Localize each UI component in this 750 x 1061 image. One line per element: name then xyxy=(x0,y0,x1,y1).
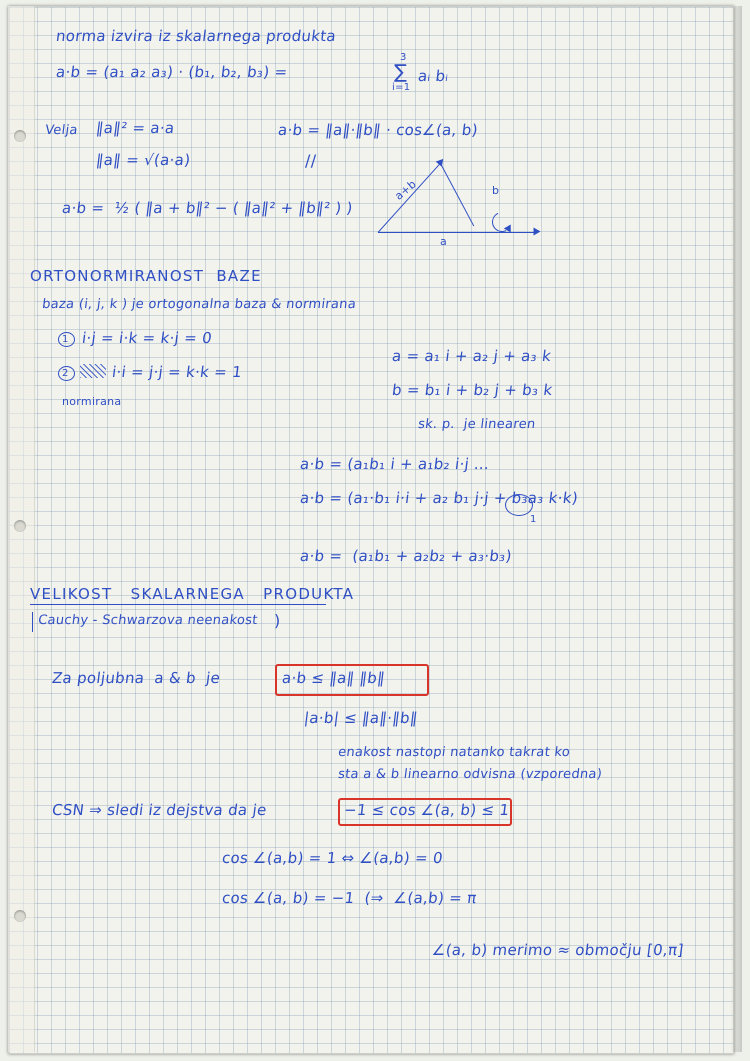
parallel-marks: // xyxy=(305,151,317,170)
sum-upper-limit: 3 xyxy=(400,52,407,63)
diagram-label-base: a xyxy=(440,235,448,248)
cosine-formula: a·b = ‖a‖·‖b‖ · cos∠(a, b) xyxy=(276,121,479,139)
item-1-marker: 1 xyxy=(62,334,69,345)
expansion-step-1: a·b = (a₁b₁ i + a₁b₂ i·j … xyxy=(298,455,491,473)
cos-range: −1 ≤ cos ∠(a, b) ≤ 1 xyxy=(342,801,511,819)
orthogonality-conditions: i·j = i·k = k·j = 0 xyxy=(80,329,214,347)
expansion-step-3: a·b = (a₁b₁ + a₂b₂ + a₃·b₃) xyxy=(298,547,513,565)
polarization-identity: a·b = ½ ( ‖a + b‖² − ( ‖a‖² + ‖b‖² ) ) xyxy=(60,199,354,217)
cauchy-inequality: a·b ≤ ‖a‖ ‖b‖ xyxy=(280,669,387,687)
cauchy-schwarz-label: Cauchy - Schwarzova neenakost xyxy=(37,613,259,628)
velja-label: Velja xyxy=(44,123,79,138)
basis-definition: baza (i, j, k ) je ortogonalna baza & normirana xyxy=(41,297,357,312)
equality-note-line2: sta a & b linearno odvisna (vzporedna) xyxy=(337,767,604,782)
diagram-label-side: b xyxy=(492,184,500,197)
cauchy-inequality-abs: |a·b| ≤ ‖a‖·‖b‖ xyxy=(302,709,419,727)
sum-body: aᵢ bᵢ xyxy=(416,67,450,85)
linearity-note: sk. p. je linearen xyxy=(417,417,537,432)
dot-product-definition: a·b = (a₁ a₂ a₃) · (b₁, b₂, b₃) = xyxy=(54,63,289,81)
item-2-marker: 2 xyxy=(62,368,69,379)
diagram-side-b xyxy=(440,162,475,226)
sum-symbol: ∑ xyxy=(394,61,408,83)
note-title: norma izvira iz skalarnega produkta xyxy=(54,27,338,45)
heading-magnitude: VELIKOST SKALARNEGA PRODUKTA xyxy=(30,585,355,603)
expansion-subscript: 1 xyxy=(530,514,537,525)
normirana-note: normirana xyxy=(62,395,122,408)
cauchy-bracket-right: ) xyxy=(274,611,281,630)
csn-derivation: CSN ⇒ sledi iz dejstva da je xyxy=(50,801,268,819)
diagram-arrowhead xyxy=(534,228,541,236)
norm-sqrt-identity: ‖a‖ = √(a·a) xyxy=(94,151,192,169)
expansion-step-2: a·b = (a₁·b₁ i·i + a₂ b₁ j·j + b₃a₃ k·k) xyxy=(298,489,580,507)
circled-term xyxy=(505,494,533,516)
angle-range-note: ∠(a, b) merimo ≈ območju [0,π] xyxy=(430,941,685,959)
vector-a-expansion: a = a₁ i + a₂ j + a₃ k xyxy=(390,347,553,365)
heading-underline xyxy=(30,604,326,605)
diagram-label-hypotenuse: a+b xyxy=(392,177,419,203)
diagram-base-line xyxy=(378,232,538,233)
crossed-out-scribble xyxy=(80,364,106,378)
heading-orthonormality: ORTONORMIRANOST BAZE xyxy=(30,267,262,285)
cos-case-1: cos ∠(a,b) = 1 ⇔ ∠(a,b) = 0 xyxy=(220,849,444,867)
cos-case-2: cos ∠(a, b) = −1 (⇒ ∠(a,b) = π xyxy=(220,889,478,907)
norm-squared-identity: ‖a‖² = a·a xyxy=(94,119,176,137)
diagram-hypotenuse xyxy=(378,162,442,233)
normalization-conditions: i·i = j·j = k·k = 1 xyxy=(110,363,244,381)
sum-lower-limit: i=1 xyxy=(392,82,411,93)
cauchy-bracket-left xyxy=(32,612,33,632)
equality-note-line1: enakost nastopi natanko takrat ko xyxy=(337,745,572,760)
vector-b-expansion: b = b₁ i + b₂ j + b₃ k xyxy=(390,381,554,399)
for-any-vectors: Za poljubna a & b je xyxy=(50,669,222,687)
